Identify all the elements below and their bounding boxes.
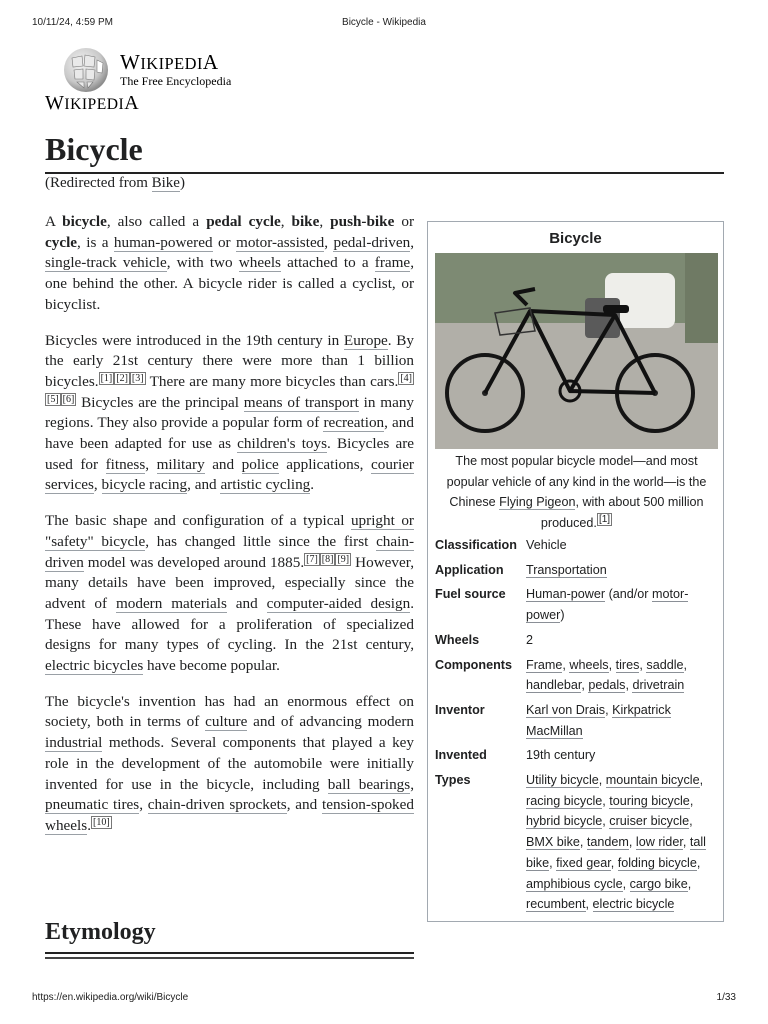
infobox-row bbox=[435, 700, 720, 741]
text-run: , with about 500 million produced. bbox=[540, 495, 704, 531]
text-run: However, many details have been improved, especially since the advent of bbox=[45, 553, 414, 612]
print-page-number: 1/33 bbox=[716, 992, 736, 1003]
wiki-link[interactable]: hybrid bicycle bbox=[526, 814, 603, 829]
text-run: , bbox=[602, 814, 610, 829]
infobox-label: Types bbox=[435, 773, 471, 788]
wiki-link[interactable]: racing bicycle bbox=[526, 793, 603, 808]
infobox-caption bbox=[436, 451, 717, 534]
citation-ref[interactable]: [8] bbox=[321, 553, 334, 565]
wiki-link[interactable]: handlebar bbox=[526, 678, 582, 693]
text-run: The basic shape and configuration of a typical bbox=[45, 512, 351, 530]
text-run: in many regions. They also provide a popular form of bbox=[45, 393, 415, 432]
infobox bbox=[427, 221, 724, 922]
article-paragraph bbox=[45, 212, 414, 316]
text-run: , also called a bbox=[106, 213, 207, 230]
wiki-link[interactable]: touring bicycle bbox=[609, 793, 690, 808]
infobox-value bbox=[526, 700, 720, 741]
wiki-link[interactable]: culture bbox=[205, 713, 248, 731]
wiki-link[interactable]: wheels bbox=[569, 657, 609, 672]
text-run: or bbox=[212, 233, 236, 251]
text-run: , bbox=[598, 773, 606, 788]
wiki-link[interactable]: recreation bbox=[323, 414, 385, 432]
text-run: , bbox=[410, 775, 414, 793]
text-run: applications, bbox=[278, 455, 371, 473]
text-run: , and bbox=[187, 476, 221, 494]
infobox-label: Fuel source bbox=[435, 587, 506, 602]
wikipedia-logo[interactable] bbox=[62, 46, 262, 96]
text-run: methods. Several components that played a key role in the development of the automobile were initially invented for use in the bicycle, including bbox=[45, 734, 414, 793]
citation-ref[interactable]: [7] bbox=[306, 553, 318, 565]
wiki-link[interactable]: Kirkpatrick MacMillan bbox=[526, 702, 671, 738]
section-divider bbox=[45, 957, 414, 959]
text-run: . bbox=[310, 476, 315, 494]
text-run: , bbox=[562, 657, 570, 672]
text-run: have become popular. bbox=[143, 657, 280, 675]
wiki-link[interactable]: ball bearings bbox=[327, 775, 411, 793]
redirect-link[interactable]: Bike bbox=[151, 175, 180, 191]
wiki-link[interactable]: drivetrain bbox=[632, 678, 685, 693]
text-run: and of advancing modern bbox=[247, 713, 414, 731]
infobox-value bbox=[526, 584, 720, 625]
infobox-label: Invented bbox=[435, 748, 487, 763]
wiki-link[interactable]: means of transport bbox=[243, 393, 359, 411]
text-run: , is a bbox=[77, 233, 114, 251]
text-run: Bicycles were introduced in the 19th century in bbox=[45, 331, 344, 349]
text-run: , bbox=[683, 657, 688, 672]
text-run: Bicycles are the principal bbox=[76, 393, 244, 411]
infobox-row bbox=[435, 770, 720, 915]
bold-term: cycle bbox=[45, 233, 78, 251]
infobox-rows bbox=[435, 535, 720, 919]
bold-term: bike bbox=[291, 213, 320, 230]
bold-term: pedal cycle bbox=[206, 213, 281, 230]
article-body bbox=[45, 212, 414, 852]
infobox-value bbox=[526, 630, 720, 651]
article-paragraph bbox=[45, 331, 414, 497]
article-paragraph bbox=[45, 692, 414, 837]
wiki-link[interactable]: Europe bbox=[343, 331, 388, 349]
text-run: , one behind the other. A bicycle rider is called a cyclist, or bicyclist. bbox=[45, 254, 414, 313]
infobox-label: Classification bbox=[435, 538, 517, 552]
logo-tagline: The Free Encyclopedia bbox=[120, 74, 232, 88]
text-run: , bbox=[625, 678, 633, 693]
wiki-link[interactable]: wheels bbox=[238, 254, 281, 272]
wiki-link[interactable]: Flying Pigeon bbox=[499, 495, 576, 510]
citation-ref[interactable]: [10] bbox=[92, 816, 110, 828]
bicycle-photo-illustration bbox=[435, 253, 718, 449]
infobox-row bbox=[435, 584, 720, 625]
text-run: , and bbox=[286, 796, 323, 814]
text-run: , bbox=[605, 702, 613, 717]
text-run: , bbox=[324, 233, 334, 251]
infobox-row bbox=[435, 560, 720, 581]
citation-ref[interactable]: [9] bbox=[337, 553, 350, 565]
wiki-link[interactable]: mountain bicycle bbox=[605, 773, 700, 788]
text-run: . By the early 21st century there were more than 1 billion bicycles. bbox=[45, 331, 414, 390]
citation-ref[interactable]: [6] bbox=[62, 393, 75, 405]
text-run: . Bicycles are used for bbox=[45, 435, 414, 473]
wiki-link[interactable]: folding bicycle bbox=[617, 855, 697, 870]
text-run: , bbox=[689, 814, 693, 829]
section-heading-etymology: Etymology bbox=[45, 914, 414, 954]
text-run: The bicycle's invention has had an enormous effect on society, both in terms of bbox=[45, 692, 414, 731]
article-paragraph bbox=[45, 511, 414, 677]
text-run: and bbox=[204, 455, 242, 473]
text-run: 2 bbox=[526, 632, 534, 647]
text-run: , bbox=[579, 835, 587, 850]
wiki-link[interactable]: pedals bbox=[588, 678, 626, 693]
wiki-link[interactable]: tall bike bbox=[526, 835, 706, 870]
text-run: Vehicle bbox=[526, 538, 567, 552]
infobox-row bbox=[435, 535, 720, 556]
text-run: and bbox=[226, 594, 267, 612]
text-run: , bbox=[610, 855, 618, 870]
text-run: The most popular bicycle model—and most popular vehicle of any kind in the world—is the Chinese bbox=[446, 454, 707, 510]
text-run: , bbox=[699, 773, 704, 788]
logo-wordmark: WIKIPEDIA bbox=[120, 50, 219, 74]
wiki-link[interactable]: children's toys bbox=[237, 435, 328, 453]
wiki-link[interactable]: chain-driven sprockets bbox=[147, 796, 287, 814]
wiki-link[interactable]: industrial bbox=[45, 734, 103, 752]
text-run: , bbox=[639, 657, 647, 672]
text-run: , bbox=[687, 876, 692, 891]
wiki-link[interactable]: single-track vehicle bbox=[45, 254, 167, 272]
text-run: ) bbox=[560, 608, 565, 623]
text-run: attached to a bbox=[280, 254, 375, 272]
text-run: , bbox=[585, 897, 593, 912]
text-run: , bbox=[139, 796, 148, 814]
wiki-link[interactable]: fixed gear bbox=[556, 855, 611, 870]
infobox-value bbox=[526, 560, 720, 581]
text-run: 19th century bbox=[526, 748, 596, 763]
wiki-link[interactable]: modern materials bbox=[115, 594, 227, 612]
infobox-row bbox=[435, 655, 720, 696]
wiki-link[interactable]: saddle bbox=[646, 657, 684, 672]
wiki-link[interactable]: Frame bbox=[526, 657, 563, 672]
infobox-label: Inventor bbox=[435, 702, 485, 717]
infobox-label: Components bbox=[435, 657, 512, 672]
infobox-value bbox=[526, 745, 720, 766]
wiki-link[interactable]: motor-power bbox=[526, 587, 689, 623]
wiki-link[interactable]: chain-driven bbox=[45, 532, 415, 571]
print-footer bbox=[0, 992, 768, 1006]
text-run: . bbox=[87, 816, 91, 834]
wiki-link[interactable]: tension-spoked wheels bbox=[45, 796, 414, 834]
text-run: , bbox=[602, 793, 610, 808]
wiki-link[interactable]: military bbox=[156, 455, 205, 473]
wiki-link[interactable]: motor-assisted bbox=[236, 233, 325, 251]
text-run: or bbox=[394, 213, 415, 230]
wiki-link[interactable]: police bbox=[241, 455, 279, 473]
wiki-link[interactable]: cruiser bicycle bbox=[609, 814, 690, 829]
redirect-notice: (Redirected from Bike) bbox=[45, 175, 185, 191]
wiki-link[interactable]: Transportation bbox=[526, 562, 607, 577]
text-run: model was developed around 1885. bbox=[83, 553, 305, 571]
text-run: A bbox=[45, 213, 63, 230]
print-url: https://en.wikipedia.org/wiki/Bicycle bbox=[32, 992, 189, 1003]
text-run: , bbox=[549, 855, 557, 870]
text-run: , bbox=[622, 876, 630, 891]
wiki-link[interactable]: amphibious cycle bbox=[526, 876, 623, 891]
text-run: , bbox=[280, 213, 292, 230]
wiki-link[interactable]: computer-aided design bbox=[266, 594, 411, 612]
wiki-link[interactable]: tandem bbox=[586, 835, 629, 850]
wiki-link[interactable]: fitness bbox=[105, 455, 146, 473]
infobox-title: Bicycle bbox=[549, 230, 602, 247]
text-run: , bbox=[581, 678, 589, 693]
wiki-link[interactable]: BMX bike bbox=[526, 835, 580, 850]
print-page-title: Bicycle - Wikipedia bbox=[342, 17, 426, 28]
bold-term: push-bike bbox=[330, 213, 395, 230]
text-run: , bbox=[696, 855, 701, 870]
wiki-link[interactable]: upright or "safety" bicycle bbox=[45, 512, 414, 550]
text-run: , bbox=[319, 213, 331, 230]
print-header bbox=[0, 17, 768, 31]
text-run: , bbox=[410, 233, 415, 251]
wiki-link[interactable]: Utility bicycle bbox=[526, 773, 599, 788]
infobox-image[interactable] bbox=[435, 253, 718, 449]
text-run: There are many more bicycles than cars. bbox=[145, 372, 399, 390]
wikipedia-globe-icon bbox=[62, 46, 110, 94]
wiki-link[interactable]: Human-power bbox=[526, 587, 606, 602]
infobox-value bbox=[526, 770, 720, 915]
bold-term: bicycle bbox=[62, 213, 107, 230]
wiki-link[interactable]: courier services bbox=[45, 455, 414, 494]
wiki-link[interactable]: electric bicycle bbox=[592, 897, 675, 912]
wiki-link[interactable]: cargo bike bbox=[629, 876, 688, 891]
wikipedia-wordmark: WIKIPEDIA bbox=[45, 92, 140, 114]
text-run: , bbox=[689, 793, 694, 808]
wiki-link[interactable]: frame bbox=[374, 254, 411, 272]
text-run: (and/or bbox=[605, 587, 652, 602]
infobox-value bbox=[526, 655, 720, 696]
citation-ref[interactable]: [4] bbox=[400, 372, 412, 384]
citation-ref[interactable]: [3] bbox=[131, 372, 144, 384]
infobox-row bbox=[435, 630, 720, 651]
wiki-link[interactable]: bicycle racing bbox=[101, 476, 188, 494]
text-run: , bbox=[93, 476, 102, 494]
page-title: Bicycle bbox=[45, 128, 724, 174]
infobox-value bbox=[526, 535, 720, 556]
wiki-link[interactable]: artistic cycling bbox=[220, 476, 311, 494]
wiki-link[interactable]: human-powered bbox=[113, 233, 213, 251]
wiki-link[interactable]: low rider bbox=[635, 835, 683, 850]
text-run: , bbox=[145, 455, 157, 473]
wiki-link[interactable]: tires bbox=[615, 657, 640, 672]
text-run: , and have been adapted for use as bbox=[45, 414, 414, 453]
text-run: . These have allowed for a proliferation of specialized designs for many types of cycling. In the 21st century, bbox=[45, 594, 414, 654]
citation-ref[interactable]: [2] bbox=[116, 372, 128, 384]
wiki-link[interactable]: pedal-driven bbox=[333, 233, 411, 251]
text-run: , bbox=[628, 835, 636, 850]
wiki-link[interactable]: electric bicycles bbox=[45, 657, 144, 675]
wiki-link[interactable]: recumbent bbox=[526, 897, 586, 912]
text-run: , with two bbox=[166, 254, 239, 272]
wiki-link[interactable]: Karl von Drais bbox=[526, 702, 606, 717]
infobox-row bbox=[435, 745, 720, 766]
infobox-label: Application bbox=[435, 562, 504, 577]
wiki-link[interactable]: pneumatic tires bbox=[45, 796, 140, 814]
citation-ref[interactable]: [5] bbox=[47, 393, 59, 405]
print-timestamp: 10/11/24, 4:59 PM bbox=[32, 17, 113, 28]
citation-ref[interactable]: [1] bbox=[598, 514, 611, 526]
citation-ref[interactable]: [1] bbox=[100, 372, 113, 384]
text-run: , has changed little since the first bbox=[145, 532, 377, 550]
text-run: , bbox=[608, 657, 616, 672]
text-run: , bbox=[682, 835, 690, 850]
infobox-label: Wheels bbox=[435, 632, 480, 647]
